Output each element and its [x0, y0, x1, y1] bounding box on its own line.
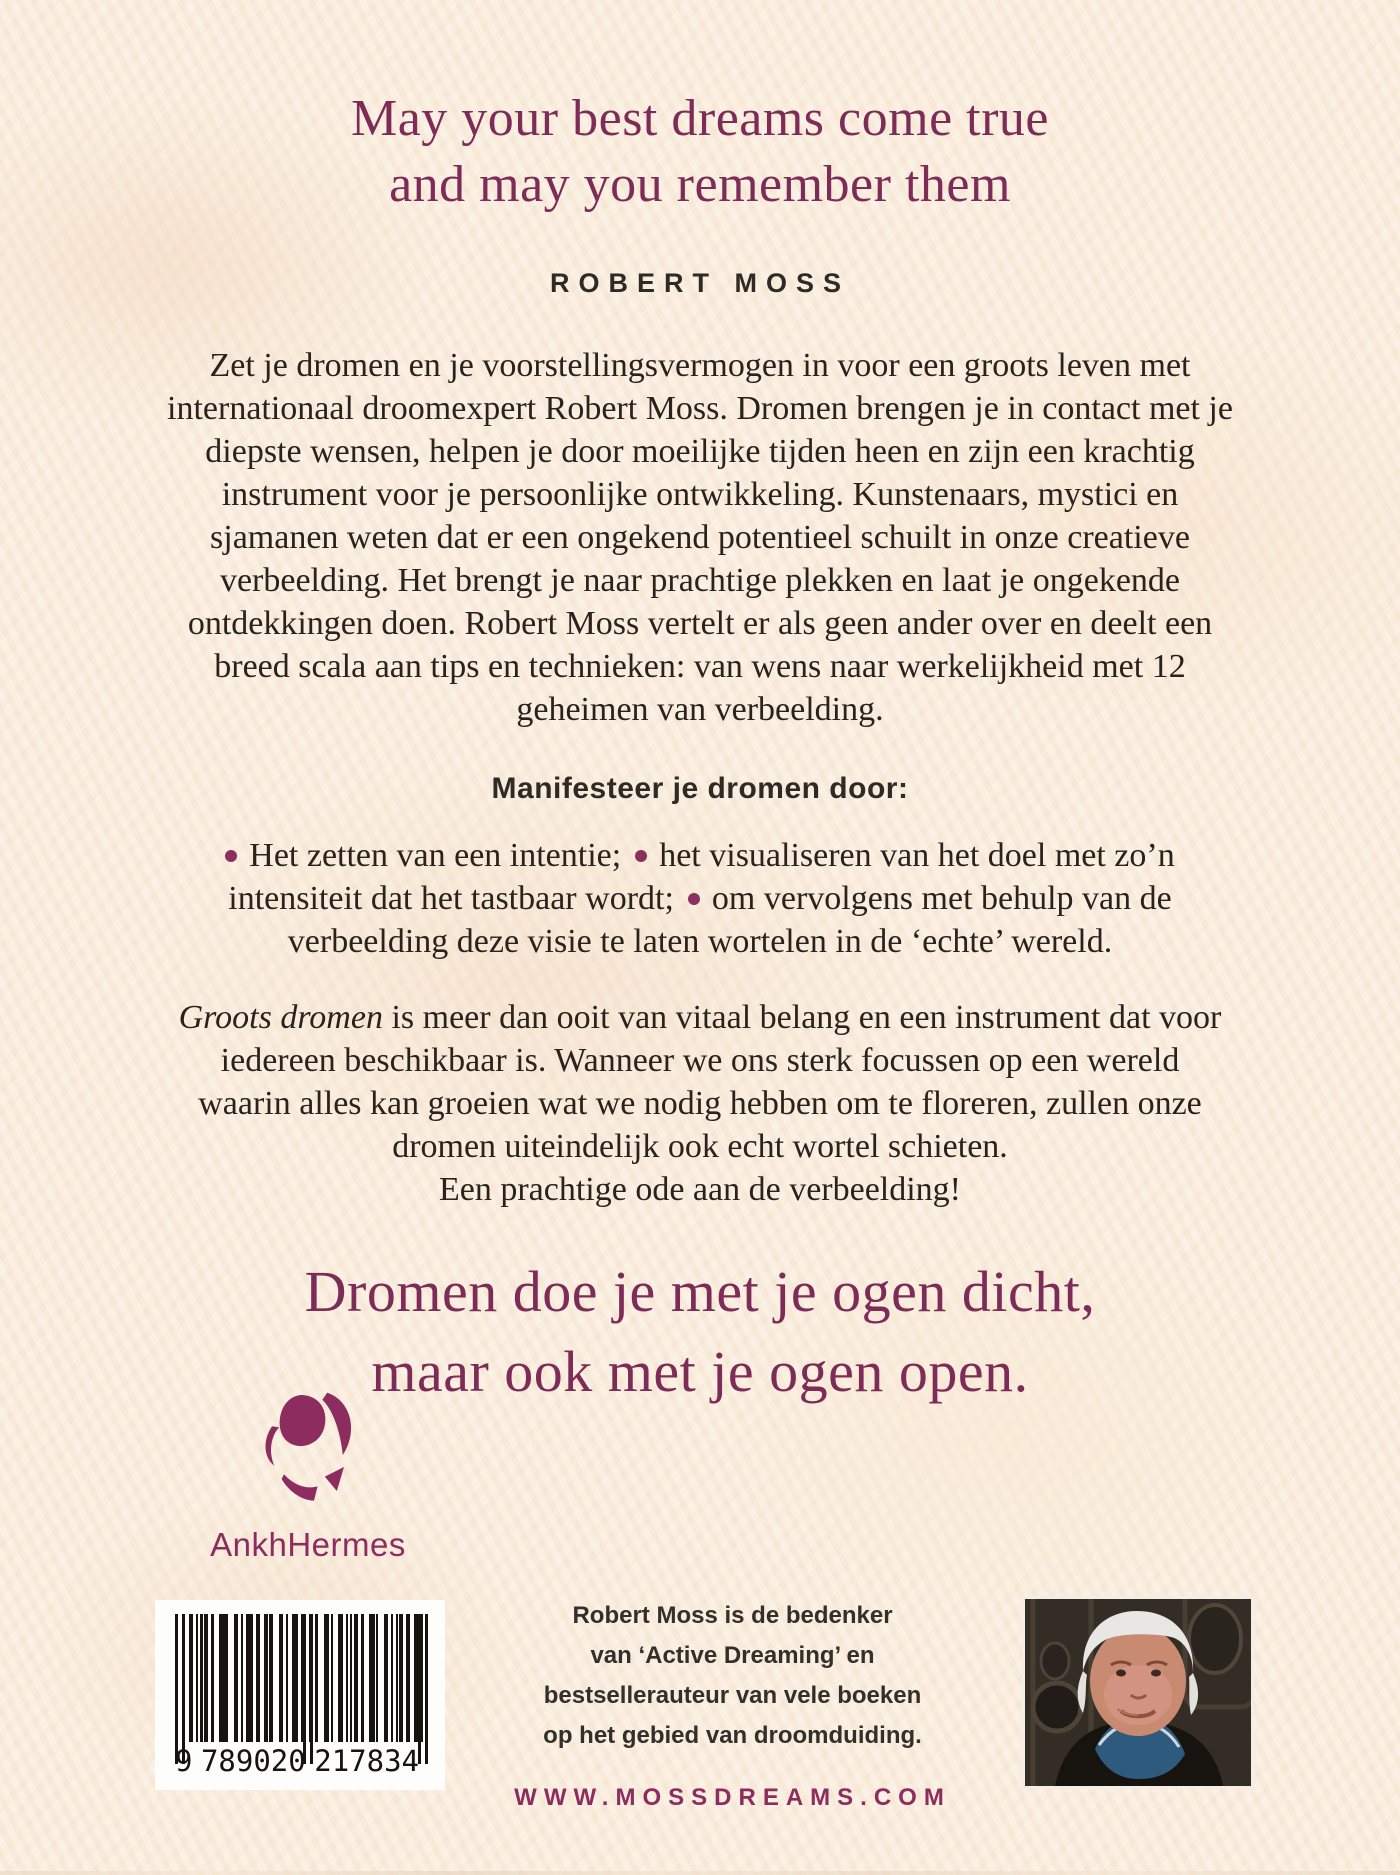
closing-tagline: Een prachtige ode aan de verbeelding! — [438, 1171, 962, 1208]
barcode — [155, 1600, 445, 1790]
bullet-dot-icon — [688, 893, 700, 905]
publisher-block — [163, 1390, 453, 1564]
barcode-number — [175, 1746, 425, 1776]
bullet-item: het visualiseren van het doel met zo’n intensiteit dat het tastbaar wordt; — [228, 837, 1175, 917]
barcode-digit-lead: 9 — [175, 1744, 193, 1778]
page-bottom-edge — [0, 1871, 1400, 1875]
robert-moss-portrait-illustration — [1025, 1599, 1251, 1786]
barcode-group-1: 789020 — [200, 1744, 306, 1778]
bottom-quote — [0, 1252, 1400, 1412]
bottom-quote-line-2: maar ook met je ogen open. — [371, 1339, 1029, 1404]
barcode-bars — [189, 1614, 425, 1742]
ankh-hermes-logo-icon — [248, 1390, 368, 1520]
author-photo — [1022, 1596, 1254, 1789]
top-quote — [0, 86, 1400, 218]
author-name: ROBERT MOSS — [549, 268, 850, 298]
bullet-dot-icon — [635, 850, 647, 862]
website-url: WWW.MOSSDREAMS.COM — [514, 1784, 951, 1811]
top-quote-line-1: May your best dreams come true — [350, 90, 1049, 147]
book-title-italic: Groots dromen — [178, 999, 383, 1036]
manifest-heading: Manifesteer je dromen door: — [491, 772, 909, 805]
closing-text: is meer dan ooit van vitaal belang en een instrument dat voor iedereen beschikbaar is. Wanneer we ons sterk focussen op een wereld waarin alles kan groeien wat we nodig hebben om te floreren, zullen onze dromen uiteindelijk ook echt wortel schieten. — [198, 999, 1222, 1165]
manifest-bullet-list — [190, 834, 1210, 963]
closing-paragraph — [178, 996, 1223, 1211]
bullet-dot-icon — [225, 850, 237, 862]
top-quote-line-2: and may you remember them — [389, 156, 1011, 213]
bullet-item: om vervolgens met behulp van de verbeelding deze visie te laten wortelen in de ‘echte’ wereld. — [287, 880, 1172, 960]
author-bio — [445, 1596, 1020, 1818]
bio-line: op het gebied van droomduiding. — [543, 1722, 922, 1749]
intro-paragraph: Zet je dromen en je voorstellingsvermogen in voor een groots leven met internationaal droomexpert Robert Moss. Dromen brengen je in contact met je diepste wensen, helpen je door moeilijke tijden heen en zijn een krachtig instrument voor je persoonlijke ontwikkeling. Kunstenaars, mystici en sjamanen weten dat er een ongekend potentieel schuilt in onze creatieve verbeelding. Het brengt je naar prachtige plekken en laat je ongekende ontdekkingen doen. Robert Moss vertelt er als geen ander over en deelt een breed scala aan tips en technieken: van wens naar werkelijkheid met 12 geheimen van verbeelding. — [167, 347, 1233, 728]
barcode-group-2: 217834 — [314, 1744, 419, 1778]
bio-line: van ‘Active Dreaming’ en — [590, 1642, 875, 1669]
bio-line: bestsellerauteur van vele boeken — [543, 1682, 922, 1709]
bottom-quote-line-1: Dromen doe je met je ogen dicht, — [304, 1259, 1096, 1324]
bio-line: Robert Moss is de bedenker — [572, 1602, 893, 1629]
bullet-item: Het zetten van een intentie; — [249, 837, 622, 874]
publisher-name: AnkhHermes — [210, 1526, 406, 1563]
